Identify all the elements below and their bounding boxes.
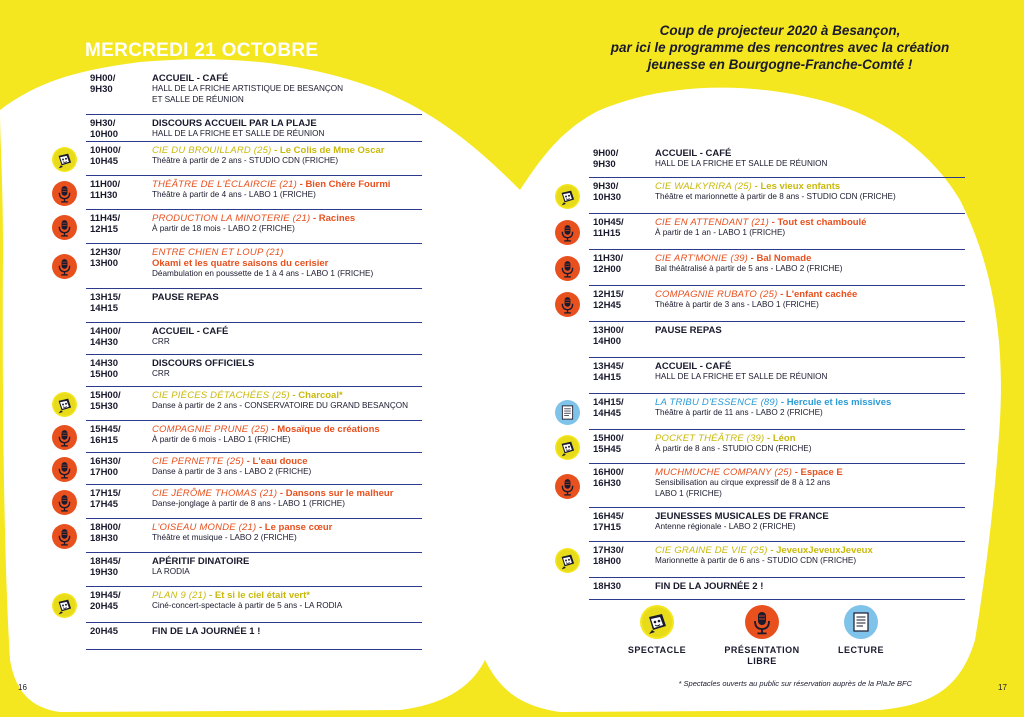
- schedule-row: [86, 553, 422, 587]
- legend-presentation-label: PRÉSENTATION LIBRE: [724, 645, 800, 666]
- event-heading: [152, 390, 422, 401]
- time-slot: 14H15/ 14H45: [593, 397, 624, 419]
- spectacle-icon: [555, 184, 580, 209]
- event-details: [152, 358, 422, 380]
- event-description: Ciné-concert-spectacle à partir de 5 ans - LA RODIA: [152, 601, 343, 610]
- event-description: LA RODIA: [152, 567, 190, 576]
- schedule-row: [589, 578, 965, 600]
- microphone-icon: [52, 457, 77, 482]
- event-title: PAUSE REPAS: [655, 325, 722, 336]
- time-slot: 9H00/ 9H30: [90, 73, 116, 95]
- company-name: CIE DU BROUILLARD (25): [152, 145, 272, 156]
- time-slot: 11H30/ 12H00: [593, 253, 624, 275]
- event-description: Danse à partir de 2 ans - CONSERVATOIRE DU GRAND BESANÇON: [152, 401, 409, 410]
- event-heading: [655, 289, 965, 300]
- company-name: CIE WALKYRIRA (25): [655, 181, 753, 192]
- event-description: HALL DE LA FRICHE ARTISTIQUE DE BESANÇON: [152, 84, 344, 93]
- event-details: [655, 181, 965, 203]
- schedule-row: [86, 323, 422, 355]
- company-name: CIE PIÈCES DÉTACHÉES (25): [152, 390, 290, 401]
- schedule-row: [86, 387, 422, 421]
- event-description: Marionnette à partir de 6 ans - STUDIO CDN (FRICHE): [655, 556, 857, 565]
- company-name: L'OISEAU MONDE (21): [152, 522, 257, 533]
- event-heading: [152, 358, 422, 369]
- event-details: [152, 456, 422, 478]
- time-slot: 16H00/ 16H30: [593, 467, 624, 489]
- time-slot: 14H00/ 14H30: [90, 326, 121, 348]
- event-description: Théâtre et marionnette à partir de 8 ans - STUDIO CDN (FRICHE): [655, 192, 896, 201]
- event-description: Théâtre à partir de 11 ans - LABO 2 (FRICHE): [655, 408, 823, 417]
- event-title: - Bal Nomade: [748, 253, 812, 264]
- event-details: [152, 179, 422, 201]
- event-heading: [655, 467, 965, 478]
- event-description: Déambulation en poussette de 1 à 4 ans - LABO 1 (FRICHE): [152, 269, 374, 278]
- schedule-row: [589, 322, 965, 358]
- event-details: [152, 390, 422, 412]
- time-slot: 9H00/ 9H30: [593, 148, 619, 170]
- schedule-row: [86, 623, 422, 650]
- spectacle-icon: [640, 605, 674, 639]
- event-heading: [152, 326, 422, 337]
- event-title: - Racines: [310, 213, 356, 224]
- event-heading: [152, 456, 422, 467]
- time-slot: 9H30/ 10H30: [593, 181, 621, 203]
- time-slot: 13H45/ 14H15: [593, 361, 624, 383]
- schedule-row: [589, 508, 965, 542]
- time-slot: 18H30: [593, 581, 621, 592]
- schedule-row: [589, 214, 965, 250]
- event-details: [655, 433, 965, 455]
- company-name: COMPAGNIE PRUNE (25): [152, 424, 269, 435]
- event-details: [655, 467, 965, 499]
- schedule-row: [86, 244, 422, 289]
- event-details: [152, 424, 422, 446]
- event-details: [152, 522, 422, 544]
- event-description: Danse-jonglage à partir de 8 ans - LABO 1 (FRICHE): [152, 499, 345, 508]
- event-title: DISCOURS ACCUEIL PAR LA PLAJE: [152, 118, 317, 129]
- company-name: PRODUCTION LA MINOTERIE (21): [152, 213, 311, 224]
- event-heading: [152, 247, 422, 258]
- time-slot: 13H15/ 14H15: [90, 292, 121, 314]
- event-title: - JeveuxJeveuxJeveux: [767, 545, 873, 556]
- company-name: CIE EN ATTENDANT (21): [655, 217, 769, 228]
- schedule-row: [86, 453, 422, 485]
- time-slot: 10H00/ 10H45: [90, 145, 121, 167]
- legend-presentation: [717, 605, 807, 667]
- company-name: COMPAGNIE RUBATO (25): [655, 289, 778, 300]
- microphone-icon: [52, 425, 77, 450]
- schedule-row: [86, 210, 422, 244]
- event-title: - Léon: [764, 433, 796, 444]
- event-title: - Le panse cœur: [256, 522, 333, 533]
- intro-text: Coup de projecteur 2020 à Besançon, par ici le programme des rencontres avec la création jeunesse en Bourgogne-Franche-Comté !: [610, 23, 950, 72]
- event-description: CRR: [152, 369, 170, 378]
- time-slot: 13H00/ 14H00: [593, 325, 624, 347]
- event-heading: [152, 424, 422, 435]
- event-title: ACCUEIL - CAFÉ: [655, 148, 732, 159]
- event-heading: [655, 581, 965, 592]
- schedule-row: [86, 519, 422, 553]
- company-name: THÉÂTRE DE L'ÉCLAIRCIE (21): [152, 179, 297, 190]
- event-title: - Et si le ciel était vert*: [206, 590, 310, 601]
- day-title-wednesday: MERCREDI 21 OCTOBRE: [85, 40, 319, 61]
- event-description: CRR: [152, 337, 170, 346]
- time-slot: 11H00/ 11H30: [90, 179, 121, 201]
- time-slot: 10H45/ 11H15: [593, 217, 624, 239]
- event-heading: [152, 590, 422, 601]
- event-details: [655, 289, 965, 311]
- event-heading: [152, 626, 422, 637]
- event-title: - Les vieux enfants: [752, 181, 841, 192]
- event-title: ACCUEIL - CAFÉ: [152, 73, 229, 84]
- spectacle-icon: [52, 593, 77, 618]
- microphone-icon: [52, 490, 77, 515]
- event-title-line2: Okami et les quatre saisons du cerisier: [152, 258, 329, 269]
- event-title: FIN DE LA JOURNÉE 2 !: [655, 581, 764, 592]
- microphone-icon: [52, 254, 77, 279]
- spectacle-icon: [555, 435, 580, 460]
- schedule-row: [86, 142, 422, 176]
- event-title: - L'eau douce: [244, 456, 308, 467]
- event-description: Théâtre et musique - LABO 2 (FRICHE): [152, 533, 297, 542]
- time-slot: 15H00/ 15H45: [593, 433, 624, 455]
- event-heading: [152, 213, 422, 224]
- event-details: [655, 397, 965, 419]
- event-heading: [655, 217, 965, 228]
- event-title: - Charcoal*: [289, 390, 343, 401]
- time-slot: 18H00/ 18H30: [90, 522, 121, 544]
- schedule-row: [589, 394, 965, 430]
- event-details: [152, 292, 422, 303]
- company-name: PLAN 9 (21): [152, 590, 207, 601]
- time-slot: 16H30/ 17H00: [90, 456, 121, 478]
- schedule-row: [86, 355, 422, 387]
- event-heading: [152, 145, 422, 156]
- event-heading: [655, 433, 965, 444]
- time-slot: 11H45/ 12H15: [90, 213, 121, 235]
- legend-spectacle-label: SPECTACLE: [627, 645, 687, 655]
- event-details: [152, 556, 422, 578]
- microphone-icon: [745, 605, 779, 639]
- event-heading: [655, 511, 965, 522]
- time-slot: 12H15/ 12H45: [593, 289, 624, 311]
- event-title: - Bien Chère Fourmi: [297, 179, 391, 190]
- schedule-row: [589, 286, 965, 322]
- event-details: [655, 217, 965, 239]
- company-name: CIE GRAINE DE VIE (25): [655, 545, 768, 556]
- event-details: [655, 253, 965, 275]
- company-name: MUCHMUCHE COMPANY (25): [655, 467, 793, 478]
- event-details: [655, 545, 965, 567]
- time-slot: 17H15/ 17H45: [90, 488, 121, 510]
- event-heading: [152, 179, 422, 190]
- event-heading: [152, 488, 422, 499]
- event-title: DISCOURS OFFICIELS: [152, 358, 255, 369]
- microphone-icon: [52, 524, 77, 549]
- legend-lecture: [816, 605, 906, 656]
- schedule-row: [589, 542, 965, 578]
- time-slot: 12H30/ 13H00: [90, 247, 121, 269]
- event-description: Sensibilisation au cirque expressif de 8 à 12 ans: [655, 478, 831, 487]
- event-details: [152, 73, 422, 105]
- company-name: POCKET THÉÂTRE (39): [655, 433, 765, 444]
- time-slot: 18H45/ 19H30: [90, 556, 121, 578]
- time-slot: 15H00/ 15H30: [90, 390, 121, 412]
- event-heading: [152, 118, 422, 129]
- event-title: JEUNESSES MUSICALES DE FRANCE: [655, 511, 829, 522]
- event-title: - Hercule et les missives: [778, 397, 892, 408]
- time-slot: 16H45/ 17H15: [593, 511, 624, 533]
- company-name: CIE ART'MONIE (39): [655, 253, 749, 264]
- event-heading: [655, 361, 965, 372]
- microphone-icon: [52, 181, 77, 206]
- event-heading: [655, 148, 965, 159]
- event-details: [655, 511, 965, 533]
- event-description: Bal théâtralisé à partir de 5 ans - LABO 2 (FRICHE): [655, 264, 843, 273]
- event-details: [655, 361, 965, 383]
- event-description: Théâtre à partir de 3 ans - LABO 1 (FRICHE): [655, 300, 819, 309]
- time-slot: 15H45/ 16H15: [90, 424, 121, 446]
- schedule-row: [86, 485, 422, 519]
- event-details: [152, 145, 422, 167]
- time-slot: 17H30/ 18H00: [593, 545, 624, 567]
- schedule-row: [589, 145, 965, 178]
- schedule-row: [86, 176, 422, 210]
- time-slot: 9H30/ 10H00: [90, 118, 118, 140]
- event-heading: [655, 397, 965, 408]
- schedule-row: [589, 250, 965, 286]
- event-title: - Tout est chamboulé: [769, 217, 867, 228]
- microphone-icon: [555, 220, 580, 245]
- spectacle-icon: [52, 147, 77, 172]
- event-description: Théâtre à partir de 4 ans - LABO 1 (FRICHE): [152, 190, 316, 199]
- schedule-row: [589, 178, 965, 214]
- legend-spectacle: [612, 605, 702, 656]
- event-heading: [152, 556, 422, 567]
- schedule-row: [589, 358, 965, 394]
- event-title: - L'enfant cachée: [777, 289, 858, 300]
- event-description: À partir de 8 ans - STUDIO CDN (FRICHE): [655, 444, 812, 453]
- legend: [612, 605, 912, 675]
- event-heading: [655, 325, 965, 336]
- microphone-icon: [52, 215, 77, 240]
- event-heading: [152, 292, 422, 303]
- microphone-icon: [555, 474, 580, 499]
- event-title: ACCUEIL - CAFÉ: [655, 361, 732, 372]
- legend-lecture-label: LECTURE: [838, 645, 884, 655]
- event-heading: [655, 545, 965, 556]
- page-number-left: 16: [18, 683, 27, 692]
- time-slot: 19H45/ 20H45: [90, 590, 121, 612]
- event-details: [152, 488, 422, 510]
- schedule-row: [86, 115, 422, 142]
- page-number-right: 17: [998, 683, 1007, 692]
- event-title: ACCUEIL - CAFÉ: [152, 326, 229, 337]
- event-heading: [152, 522, 422, 533]
- event-title: PAUSE REPAS: [152, 292, 219, 303]
- event-title: APÉRITIF DINATOIRE: [152, 556, 250, 567]
- event-details: [152, 626, 422, 637]
- event-description-line2: ET SALLE DE RÉUNION: [152, 94, 244, 104]
- event-description: HALL DE LA FRICHE ET SALLE DE RÉUNION: [152, 129, 325, 138]
- day-title-thursday: JEUDI 22 OCTOBRE: [588, 117, 776, 138]
- time-slot: 20H45: [90, 626, 118, 637]
- event-heading: [152, 73, 422, 84]
- schedule-row: [589, 464, 965, 508]
- event-heading: [655, 181, 965, 192]
- company-name: ENTRE CHIEN ET LOUP (21): [152, 247, 284, 258]
- event-heading: [655, 253, 965, 264]
- company-name: CIE PERNETTE (25): [152, 456, 245, 467]
- microphone-icon: [555, 256, 580, 281]
- event-description: À partir de 6 mois - LABO 1 (FRICHE): [152, 435, 291, 444]
- time-slot: 14H30 15H00: [90, 358, 118, 380]
- footnote: * Spectacles ouverts au public sur réservation auprès de la PlaJe BFC: [678, 679, 912, 688]
- microphone-icon: [555, 292, 580, 317]
- event-title: - Dansons sur le malheur: [277, 488, 394, 499]
- event-description: HALL DE LA FRICHE ET SALLE DE RÉUNION: [655, 372, 828, 381]
- event-details: [152, 213, 422, 235]
- event-details: [152, 326, 422, 348]
- schedule-row: [86, 421, 422, 453]
- company-name: CIE JÉRÔME THOMAS (21): [152, 488, 278, 499]
- event-description: HALL DE LA FRICHE ET SALLE DE RÉUNION: [655, 159, 828, 168]
- event-details: [152, 590, 422, 612]
- event-details: [655, 148, 965, 170]
- spectacle-icon: [555, 548, 580, 573]
- event-description: Antenne régionale - LABO 2 (FRICHE): [655, 522, 796, 531]
- event-description: À partir de 18 mois - LABO 2 (FRICHE): [152, 224, 295, 233]
- event-details: [655, 325, 965, 336]
- event-title: - Espace E: [792, 467, 843, 478]
- company-name: LA TRIBU D'ESSENCE (89): [655, 397, 779, 408]
- spectacle-icon: [52, 392, 77, 417]
- event-title: - Le Colis de Mme Oscar: [271, 145, 385, 156]
- schedule-row: [589, 430, 965, 464]
- event-title: FIN DE LA JOURNÉE 1 !: [152, 626, 261, 637]
- schedule-row: [86, 587, 422, 623]
- event-details: [152, 247, 422, 280]
- event-description: À partir de 1 an - LABO 1 (FRICHE): [655, 228, 786, 237]
- event-title: - Mosaïque de créations: [268, 424, 380, 435]
- event-description: Théâtre à partir de 2 ans - STUDIO CDN (FRICHE): [152, 156, 339, 165]
- event-details: [152, 118, 422, 140]
- document-icon: [844, 605, 878, 639]
- event-description: Danse à partir de 3 ans - LABO 2 (FRICHE): [152, 467, 312, 476]
- event-details: [655, 581, 965, 592]
- schedule-row: [86, 289, 422, 323]
- event-description-line2: LABO 1 (FRICHE): [655, 488, 722, 498]
- schedule-row: [86, 70, 422, 115]
- document-icon: [555, 400, 580, 425]
